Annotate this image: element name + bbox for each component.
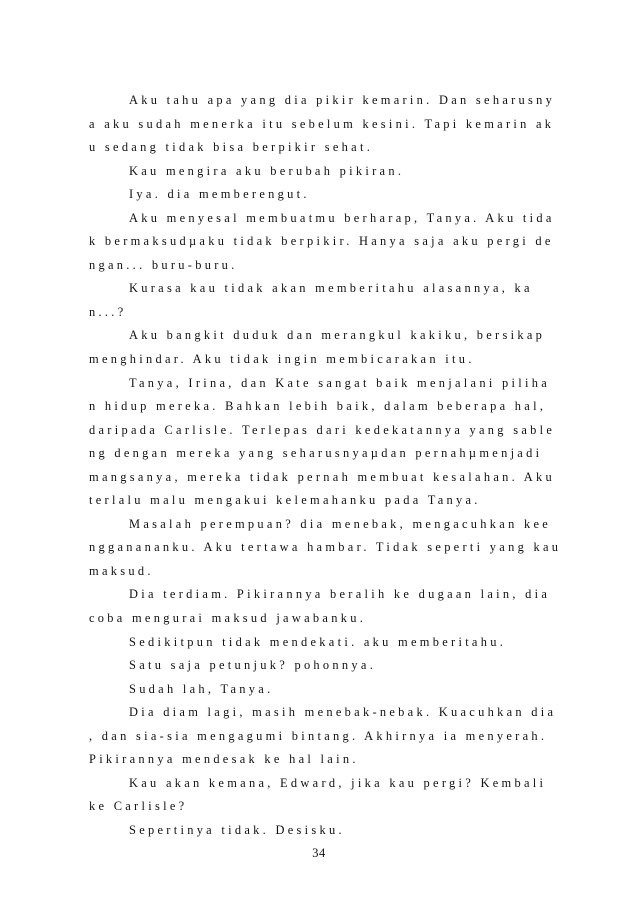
text-line: Aku tahu apa yang dia pikir kemarin. Dan seharusny [129,93,556,107]
text-line: Aku menyesal membuatmu berharap, Tanya. Aku tida [129,210,555,225]
text-line: menghindar. Aku tidak ingin membicarakan itu. [89,352,475,367]
text-line: n...? [89,304,127,319]
text-line: Aku bangkit duduk dan merangkul kakiku, bersikap [129,328,546,343]
text-line: Satu saja petunjuk? pohonnya. [129,658,377,673]
text-line: mangsanya, mereka tidak pernah membuat kesalahan. Aku [89,469,555,484]
text-line: Dia terdiam. Pikirannya beralih ke dugaan lain, dia [129,587,551,602]
page-number: 34 [312,846,326,860]
text-line: Dia diam lagi, masih menebak-nebak. Kuacuhkan dia [129,705,557,720]
text-line: Pikirannya mendesak ke hal lain. [89,752,359,767]
text-line: Iya. dia memberengut. [129,187,310,202]
text-line: Tanya, Irina, dan Kate sangat baik menjalani piliha [129,375,550,390]
text-line: maksud. [89,563,154,578]
text-line: Sudah lah, Tanya. [129,681,274,696]
text-line: Sedikitpun tidak mendekati. aku memberitahu. [129,634,507,649]
text-line: n hidup mereka. Bahkan lebih baik, dalam beberapa hal, [89,399,547,414]
text-line: Sepertinya tidak. Desisku. [129,822,345,837]
text-line: k bermaksudµaku tidak berpikir. Hanya saja aku pergi de [89,234,554,249]
body-text [89,89,562,843]
text-line: ng dengan mereka yang seharusnyaµdan pernahµmenjadi [89,446,543,461]
text-line: ngan... buru-buru. [89,257,238,272]
text-line: terlalu malu mengakui kelemahanku pada Tanya. [89,493,481,508]
text-line: u sedang tidak bisa berpikir sehat. [89,140,374,155]
text-line: daripada Carlisle. Terlepas dari kedekatannya yang sable [89,422,556,437]
text-line: Kau mengira aku berubah pikiran. [129,163,405,178]
text-line: Masalah perempuan? dia menebak, mengacuhkan kee [129,516,552,531]
text-line: coba mengurai maksud jawabanku. [89,611,367,626]
text-line: ke Carlisle? [89,799,188,814]
text-line: Kurasa kau tidak akan memberitahu alasannya, ka [129,281,533,296]
text-line: a aku sudah menerka itu sebelum kesini. Tapi kemarin ak [89,116,555,131]
text-line: Kau akan kemana, Edward, jika kau pergi? Kembali [129,775,547,790]
text-line: , dan sia-sia mengagumi bintang. Akhirnya ia menyerah. [89,728,548,743]
text-line: ngganananku. Aku tertawa hambar. Tidak seperti yang kau [89,540,562,555]
